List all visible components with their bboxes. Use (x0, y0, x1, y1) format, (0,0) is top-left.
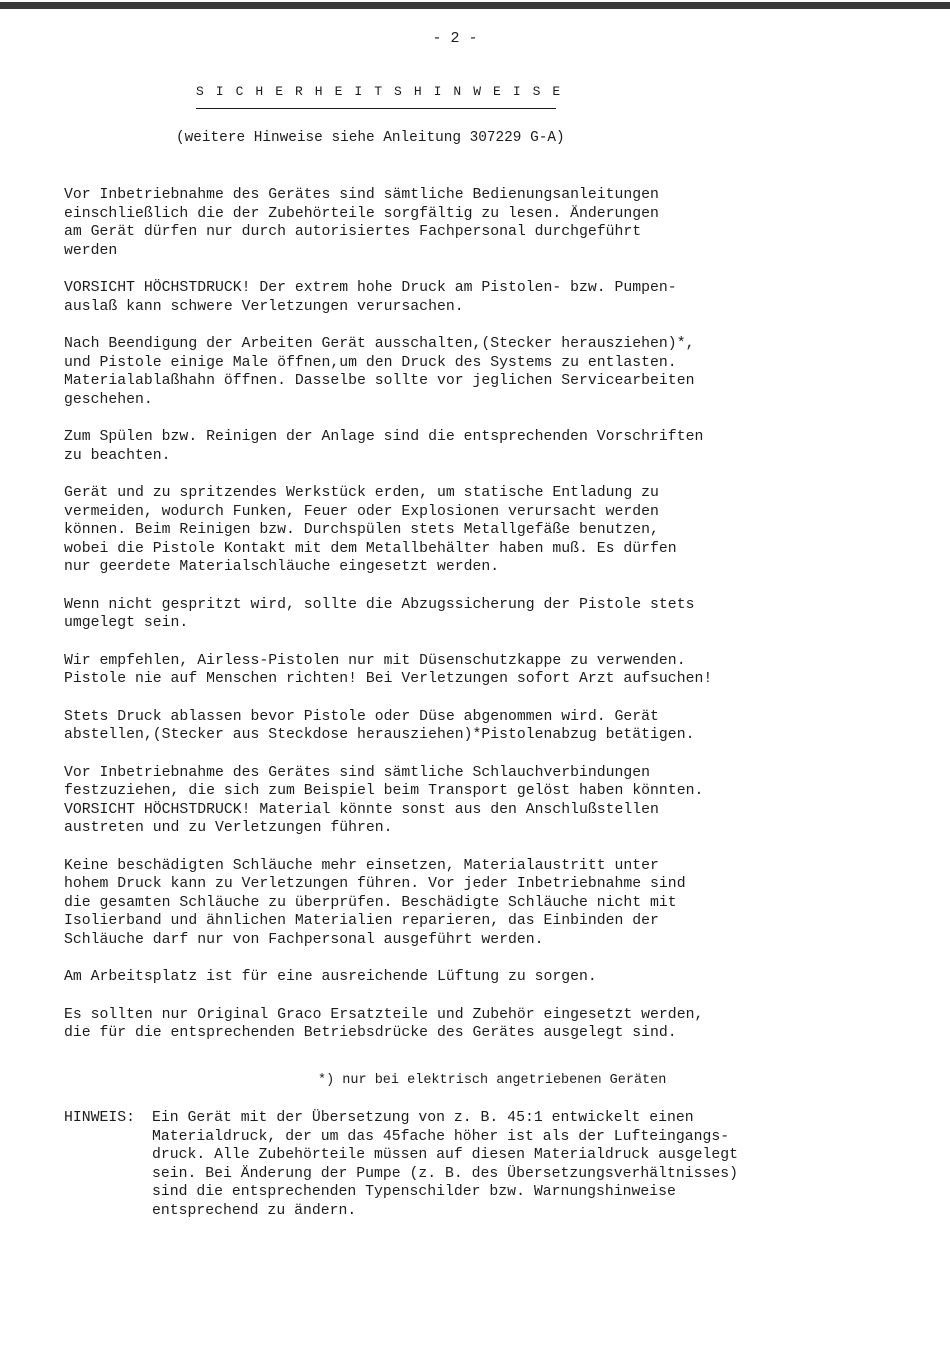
paragraph: Keine beschädigten Schläuche mehr einsetzen, Materialaustritt unter hohem Druck kann zu Verletzungen führen. Vor jeder Inbetriebnahme sind die gesamten Schläuche zu überprüfen. Beschädigte Schläuche nicht mit Isolierband und ähnlichen Materialien reparieren, das Einbinden der Schläuche darf nur von Fachpersonal ausgeführt werden. (64, 857, 686, 948)
paragraph: Zum Spülen bzw. Reinigen der Anlage sind die entsprechenden Vorschriften zu beachten. (64, 429, 704, 464)
paragraph: Stets Druck ablassen bevor Pistole oder Düse abgenommen wird. Gerät abstellen,(Stecker aus Steckdose herausziehen)*Pistolenabzug betätigen. (64, 708, 695, 743)
note-text: Ein Gerät mit der Übersetzung von z. B. 45:1 entwickelt einen Materialdruck, der um das 45fache höher ist als der Lufteingangs- druck. Alle Zubehörteile müssen auf diesen Materialdruck ausgelegt sein. Bei Änderung der Pumpe (z. B. des Übersetzungsverhältnisses) sind die entsprechenden Typenschilder bzw. Warnungshinweise entsprechend zu ändern. (152, 1110, 739, 1219)
note-label: HINWEIS: (64, 1110, 136, 1126)
reference-note: (weitere Hinweise siehe Anleitung 307229 G-A) (176, 130, 565, 146)
paragraph: VORSICHT HÖCHSTDRUCK! Der extrem hohe Druck am Pistolen- bzw. Pumpen- auslaß kann schwere Verletzungen verursachen. (64, 280, 677, 315)
page-number: - 2 - (432, 30, 478, 47)
footnote: *) nur bei elektrisch angetriebenen Geräten (318, 1073, 667, 1088)
paragraph: Gerät und zu spritzendes Werkstück erden, um statische Entladung zu vermeiden, wodurch Funken, Feuer oder Explosionen verursacht werden können. Beim Reinigen bzw. Durchspülen stets Metallgefäße benutzen, wobei die Pistole Kontakt mit dem Metallbehälter haben muß. Es dürfen nur geerdete Materialschläuche eingesetzt werden. (64, 485, 677, 575)
paragraph: Wir empfehlen, Airless-Pistolen nur mit Düsenschutzkappe zu verwenden. Pistole nie auf Menschen richten! Bei Verletzungen sofort Arzt aufsuchen! (64, 652, 713, 687)
page-top-border (0, 2, 950, 9)
paragraph: Wenn nicht gespritzt wird, sollte die Abzugssicherung der Pistole stets umgelegt sein. (64, 596, 695, 631)
paragraph: Vor Inbetriebnahme des Gerätes sind sämtliche Bedienungsanleitungen einschließlich die der Zubehörteile sorgfältig zu lesen. Änderungen am Gerät dürfen nur durch autorisiertes Fachpersonal durchgeführt werden (64, 187, 659, 259)
paragraph: Nach Beendigung der Arbeiten Gerät ausschalten,(Stecker herausziehen)*, und Pistole einige Male öffnen,um den Druck des Systems zu entlasten. Materialablaßhahn öffnen. Dasselbe sollte vor jeglichen Servicearbeiten geschehen. (64, 336, 695, 408)
paragraph: Am Arbeitsplatz ist für eine ausreichende Lüftung zu sorgen. (64, 969, 597, 985)
safety-instructions-body (64, 186, 804, 1062)
paragraph: Vor Inbetriebnahme des Gerätes sind sämtliche Schlauchverbindungen festzuziehen, die sich zum Beispiel beim Transport gelöst haben könnten. VORSICHT HÖCHSTDRUCK! Material könnte sonst aus den Anschlußstellen austreten und zu Verletzungen führen. (64, 764, 704, 836)
document-title: SICHERHEITSHINWEISE (196, 84, 573, 99)
paragraph: Es sollten nur Original Graco Ersatzteile und Zubehör eingesetzt werden, die für die entsprechenden Betriebsdrücke des Gerätes ausgelegt sind. (64, 1006, 704, 1041)
title-underline (196, 108, 556, 109)
